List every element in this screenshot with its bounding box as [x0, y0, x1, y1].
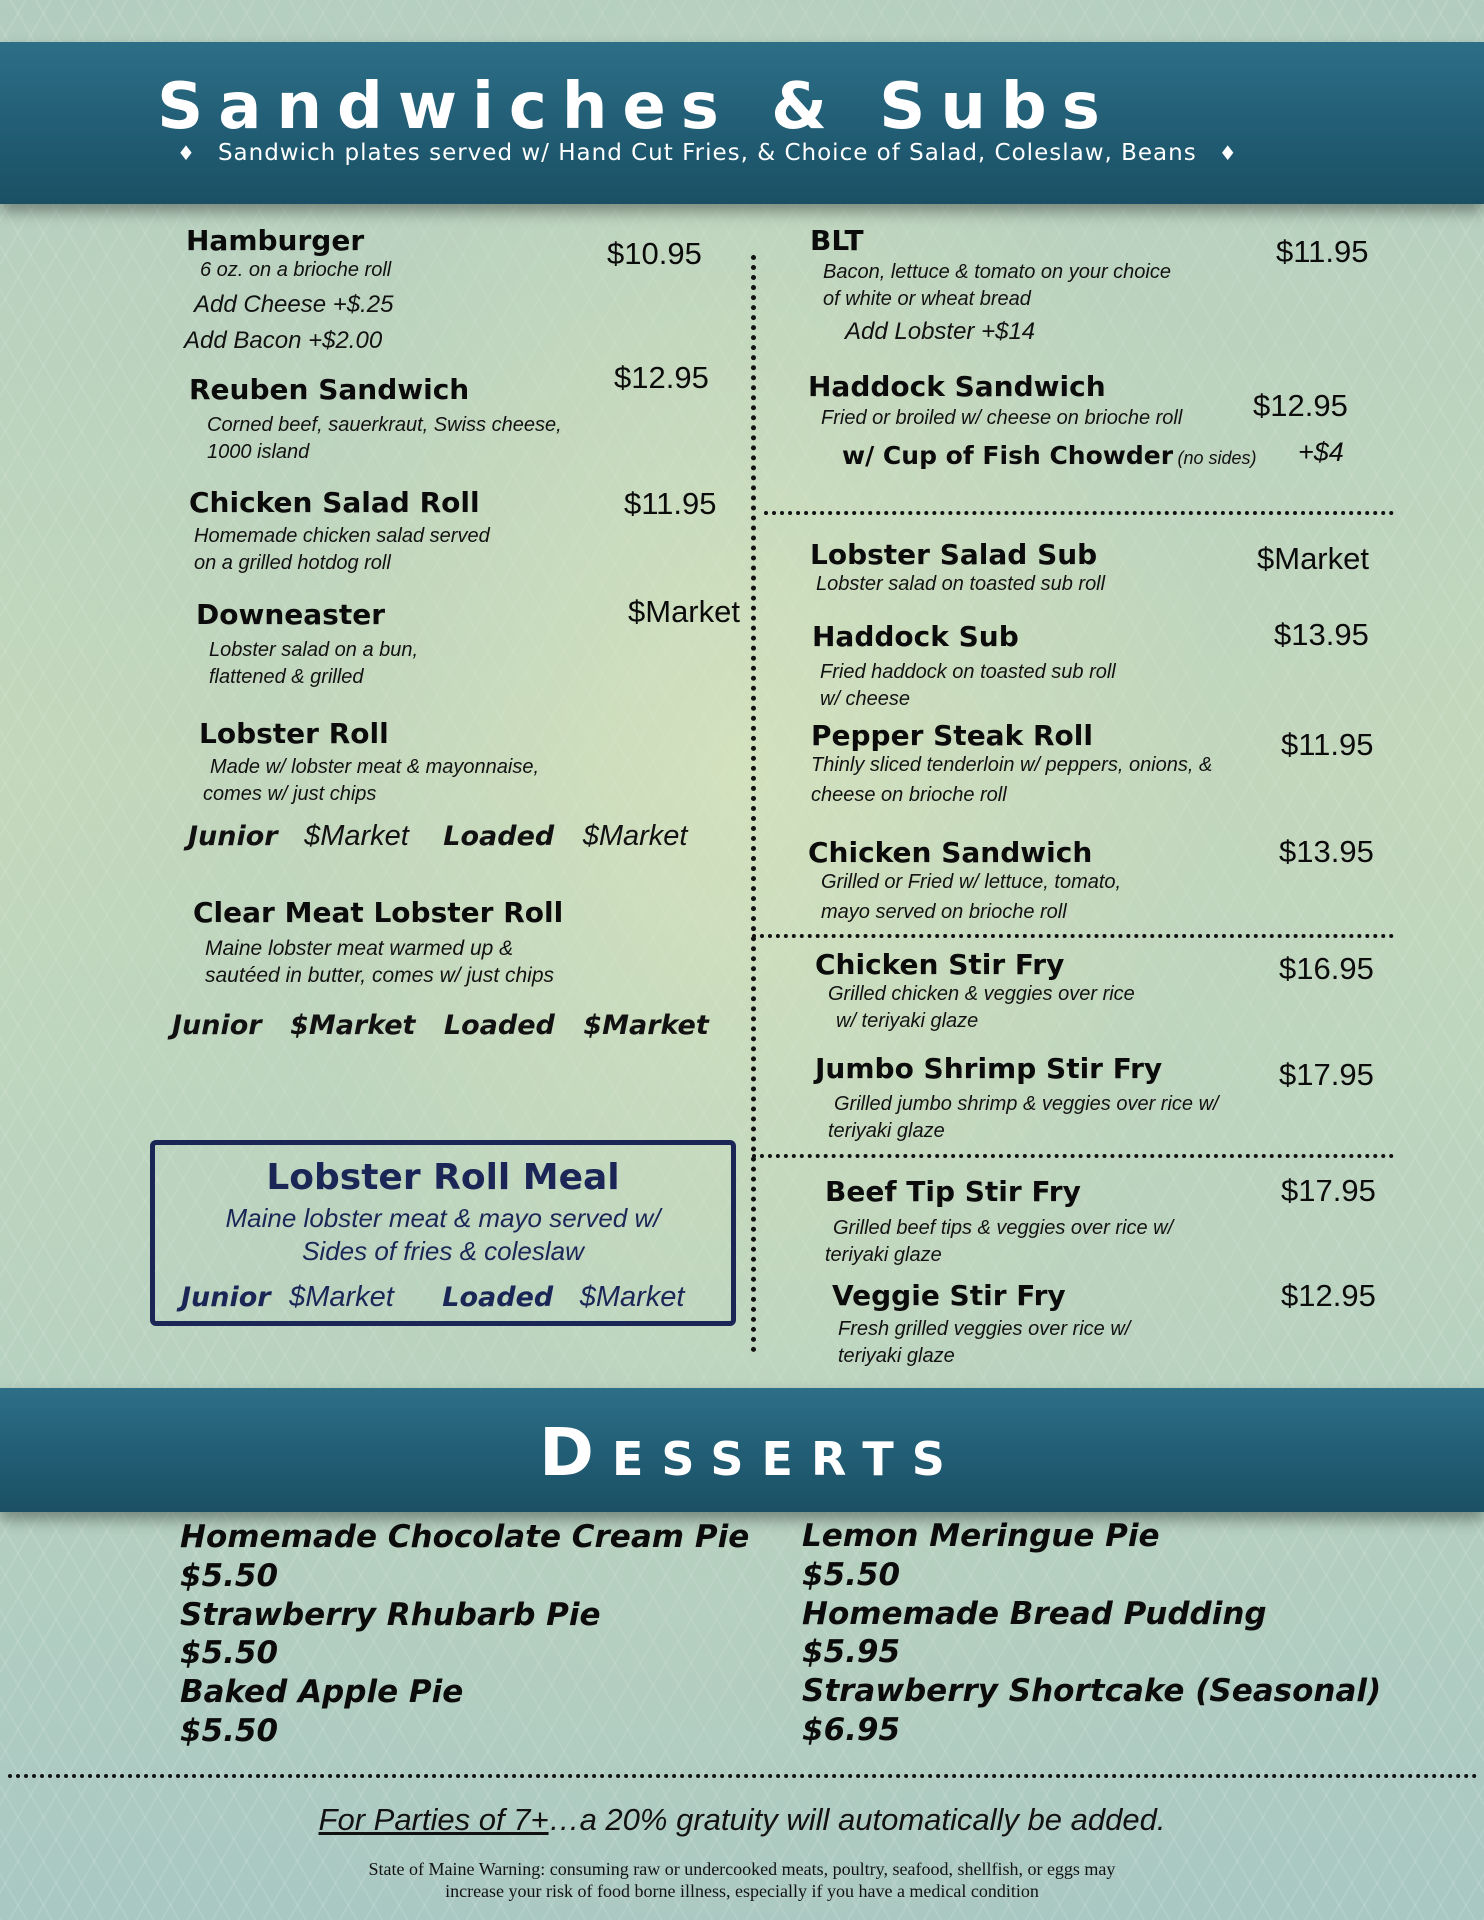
item-price: $12.95 — [1253, 388, 1348, 423]
size-junior-label: Junior — [188, 821, 278, 852]
menu-item-pepper-steak-roll — [811, 721, 1212, 809]
sandwiches-subtitle — [155, 140, 1260, 166]
size-junior-label: Junior — [172, 1010, 262, 1041]
item-desc: 1000 island — [207, 440, 310, 463]
item-desc: Made w/ lobster meat & mayonnaise, — [210, 755, 540, 778]
item-desc: of white or wheat bread — [823, 287, 1031, 310]
item-desc: Corned beef, sauerkraut, Swiss cheese, — [207, 413, 562, 436]
dessert-price: $5.50 — [802, 1556, 901, 1593]
dessert-price: $5.50 — [180, 1712, 279, 1749]
diamond-icon: ♦ — [1218, 141, 1238, 165]
item-desc: mayo served on brioche roll — [821, 900, 1067, 923]
item-desc: teriyaki glaze — [825, 1243, 942, 1266]
item-name: Chicken Stir Fry — [815, 948, 1065, 981]
item-desc: Bacon, lettuce & tomato on your choice — [823, 260, 1171, 283]
dessert-price: $5.50 — [180, 1635, 279, 1672]
item-desc: Grilled chicken & veggies over rice — [828, 982, 1135, 1005]
item-desc: Grilled or Fried w/ lettuce, tomato, — [821, 870, 1122, 893]
item-desc: comes w/ just chips — [203, 782, 377, 805]
item-desc: Lobster salad on a bun, — [209, 638, 419, 661]
section-divider — [752, 934, 1394, 938]
menu-item-hamburger — [186, 226, 391, 284]
item-name: Pepper Steak Roll — [811, 719, 1093, 752]
item-price: $13.95 — [1274, 617, 1369, 652]
item-desc: w/ teriyaki glaze — [836, 1009, 979, 1032]
size-junior-label: Junior — [181, 1282, 271, 1313]
addon-bacon: Add Bacon +$2.00 — [184, 327, 383, 354]
item-price: $13.95 — [1279, 834, 1374, 869]
item-price: $Market — [1257, 541, 1369, 576]
item-price: $17.95 — [1279, 1057, 1374, 1092]
lobster-roll-meal-box — [150, 1140, 736, 1326]
menu-item-jumbo-shrimp-stir-fry — [815, 1054, 1219, 1145]
menu-item-reuben — [189, 375, 562, 466]
item-name: Hamburger — [186, 224, 365, 257]
clear-meat-sizes — [172, 1010, 709, 1041]
size-junior-price: $Market — [290, 1010, 416, 1041]
chowder-price: +$4 — [1298, 437, 1344, 467]
menu-item-downeaster — [196, 600, 418, 691]
menu-item-lobster-roll — [199, 719, 539, 808]
item-name: Veggie Stir Fry — [832, 1279, 1066, 1312]
lobster-roll-sizes — [188, 820, 687, 853]
meal-sizes — [181, 1281, 684, 1314]
dessert-price: $5.95 — [802, 1634, 901, 1671]
chowder-label: w/ Cup of Fish Chowder — [842, 441, 1174, 470]
gratuity-text: …a 20% gratuity will automatically be added. — [548, 1802, 1166, 1837]
desserts-header-band — [0, 1388, 1484, 1512]
menu-item-blt — [810, 226, 1171, 313]
column-divider — [751, 255, 756, 1353]
item-name: Reuben Sandwich — [189, 373, 470, 406]
item-desc: Fried haddock on toasted sub roll — [820, 660, 1116, 683]
size-loaded-label: Loaded — [443, 821, 555, 852]
menu-item-chicken-sandwich — [808, 838, 1121, 926]
item-name: Jumbo Shrimp Stir Fry — [815, 1052, 1163, 1085]
diamond-icon: ♦ — [177, 141, 196, 165]
item-desc: sautéed in butter, comes w/ just chips — [205, 963, 555, 987]
menu-item-chicken-salad-roll — [189, 488, 490, 577]
item-price: $11.95 — [624, 486, 717, 521]
size-loaded-label: Loaded — [443, 1010, 555, 1041]
dessert-name: Homemade Bread Pudding — [802, 1595, 1267, 1632]
section-divider — [764, 511, 1394, 515]
meal-desc-line: Sides of fries & coleslaw — [302, 1236, 584, 1266]
item-desc: Homemade chicken salad served — [194, 524, 490, 547]
item-desc: Lobster salad on toasted sub roll — [816, 572, 1106, 595]
dessert-name: Lemon Meringue Pie — [802, 1518, 1160, 1554]
warning-line: increase your risk of food borne illness, especially if you have a medical condition — [445, 1881, 1039, 1901]
desserts-right-list — [802, 1517, 1381, 1750]
item-name: Beef Tip Stir Fry — [825, 1175, 1081, 1208]
desserts-left-list — [180, 1518, 749, 1751]
meal-desc — [155, 1202, 731, 1268]
item-desc: Fresh grilled veggies over rice w/ — [838, 1317, 1131, 1340]
desserts-title: Desserts — [539, 1414, 963, 1491]
sandwiches-title: Sandwiches & Subs — [157, 70, 1115, 144]
item-price: $12.95 — [614, 360, 709, 395]
meal-desc-line: Maine lobster meat & mayo served w/ — [225, 1203, 661, 1233]
chowder-addon — [842, 442, 1257, 472]
size-loaded-price: $Market — [582, 820, 688, 852]
dessert-name: Baked Apple Pie — [180, 1674, 464, 1710]
item-name: Clear Meat Lobster Roll — [193, 896, 564, 929]
size-loaded-price: $Market — [583, 1010, 709, 1041]
item-name: Lobster Roll — [199, 717, 389, 750]
subtitle-text: Sandwich plates served w/ Hand Cut Fries, & Choice of Salad, Coleslaw, Beans — [217, 140, 1197, 166]
item-name: Downeaster — [196, 598, 386, 631]
dessert-name: Homemade Chocolate Cream Pie — [180, 1519, 750, 1555]
menu-item-haddock-sub — [812, 622, 1116, 713]
chowder-note: (no sides) — [1177, 448, 1257, 468]
item-name: Haddock Sub — [812, 620, 1019, 653]
item-desc: Thinly sliced tenderloin w/ peppers, onions, & — [811, 753, 1213, 776]
item-desc: Fried or broiled w/ cheese on brioche roll — [821, 406, 1183, 429]
item-name: BLT — [810, 224, 864, 257]
menu-item-clear-meat-lobster-roll — [193, 898, 563, 989]
item-price: $12.95 — [1281, 1278, 1376, 1313]
item-price: $11.95 — [1281, 727, 1374, 762]
menu-item-chicken-stir-fry — [815, 950, 1135, 1035]
food-safety-warning — [0, 1858, 1484, 1902]
menu-item-veggie-stir-fry — [832, 1281, 1130, 1370]
item-price: $16.95 — [1279, 951, 1374, 986]
warning-line: State of Maine Warning: consuming raw or undercooked meats, poultry, seafood, shellfish, or eggs may — [368, 1859, 1116, 1879]
item-price: $11.95 — [1276, 234, 1369, 269]
dessert-price: $5.50 — [180, 1557, 279, 1594]
section-divider — [752, 1154, 1394, 1158]
item-name: Lobster Salad Sub — [810, 538, 1098, 571]
item-name: Chicken Sandwich — [808, 836, 1093, 869]
item-desc: Grilled beef tips & veggies over rice w/ — [833, 1216, 1174, 1239]
addon-cheese: Add Cheese +$.25 — [194, 291, 394, 318]
item-desc: flattened & grilled — [209, 665, 364, 688]
menu-item-lobster-salad-sub — [810, 540, 1105, 598]
size-loaded-price: $Market — [579, 1281, 685, 1313]
sandwiches-header-band — [0, 42, 1484, 204]
gratuity-notice — [0, 1802, 1484, 1838]
item-name: Haddock Sandwich — [808, 370, 1106, 403]
item-desc: Grilled jumbo shrimp & veggies over rice w/ — [834, 1092, 1219, 1115]
size-junior-price: $Market — [289, 1281, 394, 1313]
item-desc: Maine lobster meat warmed up & — [205, 936, 514, 960]
gratuity-party-size: For Parties of 7+ — [318, 1802, 549, 1837]
dessert-name: Strawberry Rhubarb Pie — [180, 1596, 601, 1633]
item-desc: teriyaki glaze — [838, 1344, 955, 1367]
item-price: $Market — [628, 594, 740, 629]
footer-divider — [8, 1774, 1478, 1778]
size-loaded-label: Loaded — [442, 1282, 554, 1313]
meal-title: Lobster Roll Meal — [266, 1157, 620, 1198]
dessert-name: Strawberry Shortcake (Seasonal) — [802, 1673, 1382, 1709]
item-price: $17.95 — [1281, 1173, 1376, 1208]
menu-item-beef-tip-stir-fry — [825, 1177, 1173, 1269]
item-desc: cheese on brioche roll — [811, 783, 1007, 806]
menu-item-haddock-sandwich — [808, 372, 1182, 432]
item-name: Chicken Salad Roll — [189, 486, 480, 519]
item-price: $10.95 — [607, 236, 702, 271]
item-desc: on a grilled hotdog roll — [194, 551, 391, 574]
item-desc: teriyaki glaze — [828, 1119, 945, 1142]
item-desc: w/ cheese — [820, 687, 911, 710]
size-junior-price: $Market — [304, 820, 409, 852]
item-desc: 6 oz. on a brioche roll — [200, 258, 392, 281]
dessert-price: $6.95 — [802, 1711, 901, 1748]
addon-lobster: Add Lobster +$14 — [845, 318, 1036, 345]
